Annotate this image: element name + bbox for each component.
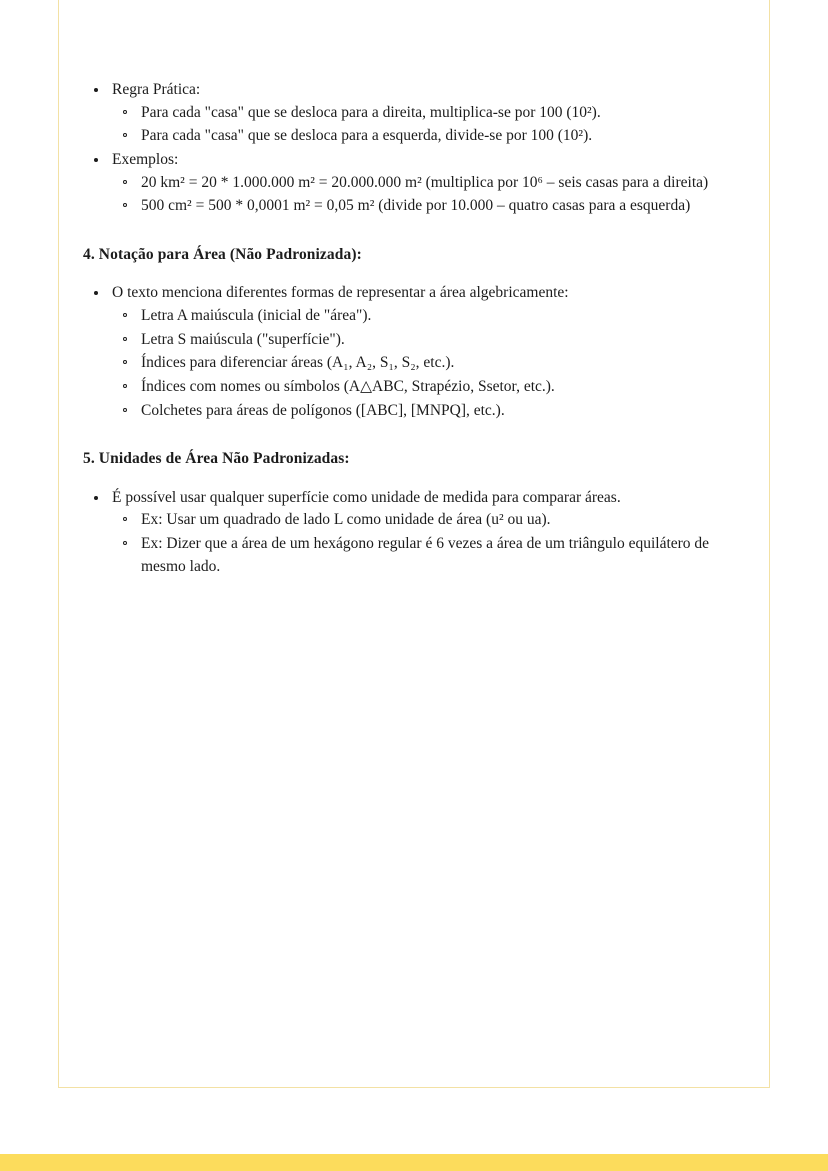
bullet-disc-icon (94, 158, 98, 162)
section-heading-4: 4. Notação para Área (Não Padronizada): (83, 245, 362, 263)
list-item (112, 533, 735, 578)
sublist-exemplos-unidades (112, 509, 735, 578)
bullet-disc-icon (94, 88, 98, 92)
sublist-regra-pratica (112, 102, 735, 148)
list-item-label: Letra A maiúscula (inicial de "área"). (141, 307, 372, 324)
list-item (83, 149, 735, 218)
list-item-label: Colchetes para áreas de polígonos ([ABC], [MNPQ], etc.). (141, 401, 505, 419)
list-item (112, 305, 735, 328)
list-item (112, 125, 735, 148)
list-item (83, 79, 735, 148)
list-item-label: Índices para diferenciar áreas (A₁, A₂, S₁, S₂, etc.). (141, 354, 455, 372)
bullet-disc-icon (94, 291, 98, 295)
document-body (83, 79, 735, 578)
list-item-label: O texto menciona diferentes formas de representar a área algebricamente: (112, 284, 569, 302)
bullet-disc-icon (94, 496, 98, 500)
list-item (112, 172, 735, 195)
list-item-label: Exemplos: (112, 150, 179, 168)
bullet-circle-icon (123, 384, 127, 388)
sublist-exemplos (112, 172, 735, 218)
list-notacao-area (83, 282, 735, 422)
list-item (112, 195, 735, 218)
list-unidades-nao-padronizadas (83, 487, 735, 579)
list-item-label: Ex: Dizer que a área de um hexágono regular é 6 vezes a área de um triângulo equilátero de mesmo lado. (141, 535, 710, 575)
list-item (83, 282, 735, 422)
list-item (112, 102, 735, 125)
list-item (112, 352, 735, 375)
list-item-label: Para cada "casa" que se desloca para a esquerda, divide-se por 100 (10²). (141, 127, 593, 145)
list-item-label: 20 km² = 20 * 1.000.000 m² = 20.000.000 m² (multiplica por 10⁶ – seis casas para a direita) (141, 173, 709, 191)
list-item-label: Índices com nomes ou símbolos (A△ABC, Strapézio, Ssetor, etc.). (141, 377, 555, 395)
document-content-area (59, 1, 769, 579)
bullet-circle-icon (123, 408, 127, 412)
bullet-circle-icon (123, 110, 127, 114)
section-heading-5: 5. Unidades de Área Não Padronizadas: (83, 450, 350, 468)
bullet-circle-icon (123, 541, 127, 545)
list-item-label: Letra S maiúscula ("superfície"). (141, 330, 345, 348)
list-item (83, 487, 735, 579)
bullet-circle-icon (123, 133, 127, 137)
list-item-label: Ex: Usar um quadrado de lado L como unidade de área (u² ou ua). (141, 511, 551, 529)
list-item-label: Regra Prática: (112, 81, 201, 98)
bullet-circle-icon (123, 517, 127, 521)
list-item-label: Para cada "casa" que se desloca para a direita, multiplica-se por 100 (10²). (141, 103, 601, 121)
bullet-circle-icon (123, 180, 127, 184)
list-item (112, 329, 735, 352)
document-page-sheet (58, 0, 770, 1088)
list-regra-pratica (83, 79, 735, 218)
list-item (112, 509, 735, 532)
bullet-circle-icon (123, 337, 127, 341)
list-item (112, 376, 735, 399)
list-item (112, 400, 735, 423)
bullet-circle-icon (123, 203, 127, 207)
bottom-accent-bar (0, 1154, 828, 1171)
bullet-circle-icon (123, 360, 127, 364)
list-item-label: 500 cm² = 500 * 0,0001 m² = 0,05 m² (divide por 10.000 – quatro casas para a esquerda) (141, 197, 691, 215)
list-item-label: É possível usar qualquer superfície como unidade de medida para comparar áreas. (112, 488, 621, 506)
bullet-circle-icon (123, 313, 127, 317)
sublist-notacao-formas (112, 305, 735, 422)
